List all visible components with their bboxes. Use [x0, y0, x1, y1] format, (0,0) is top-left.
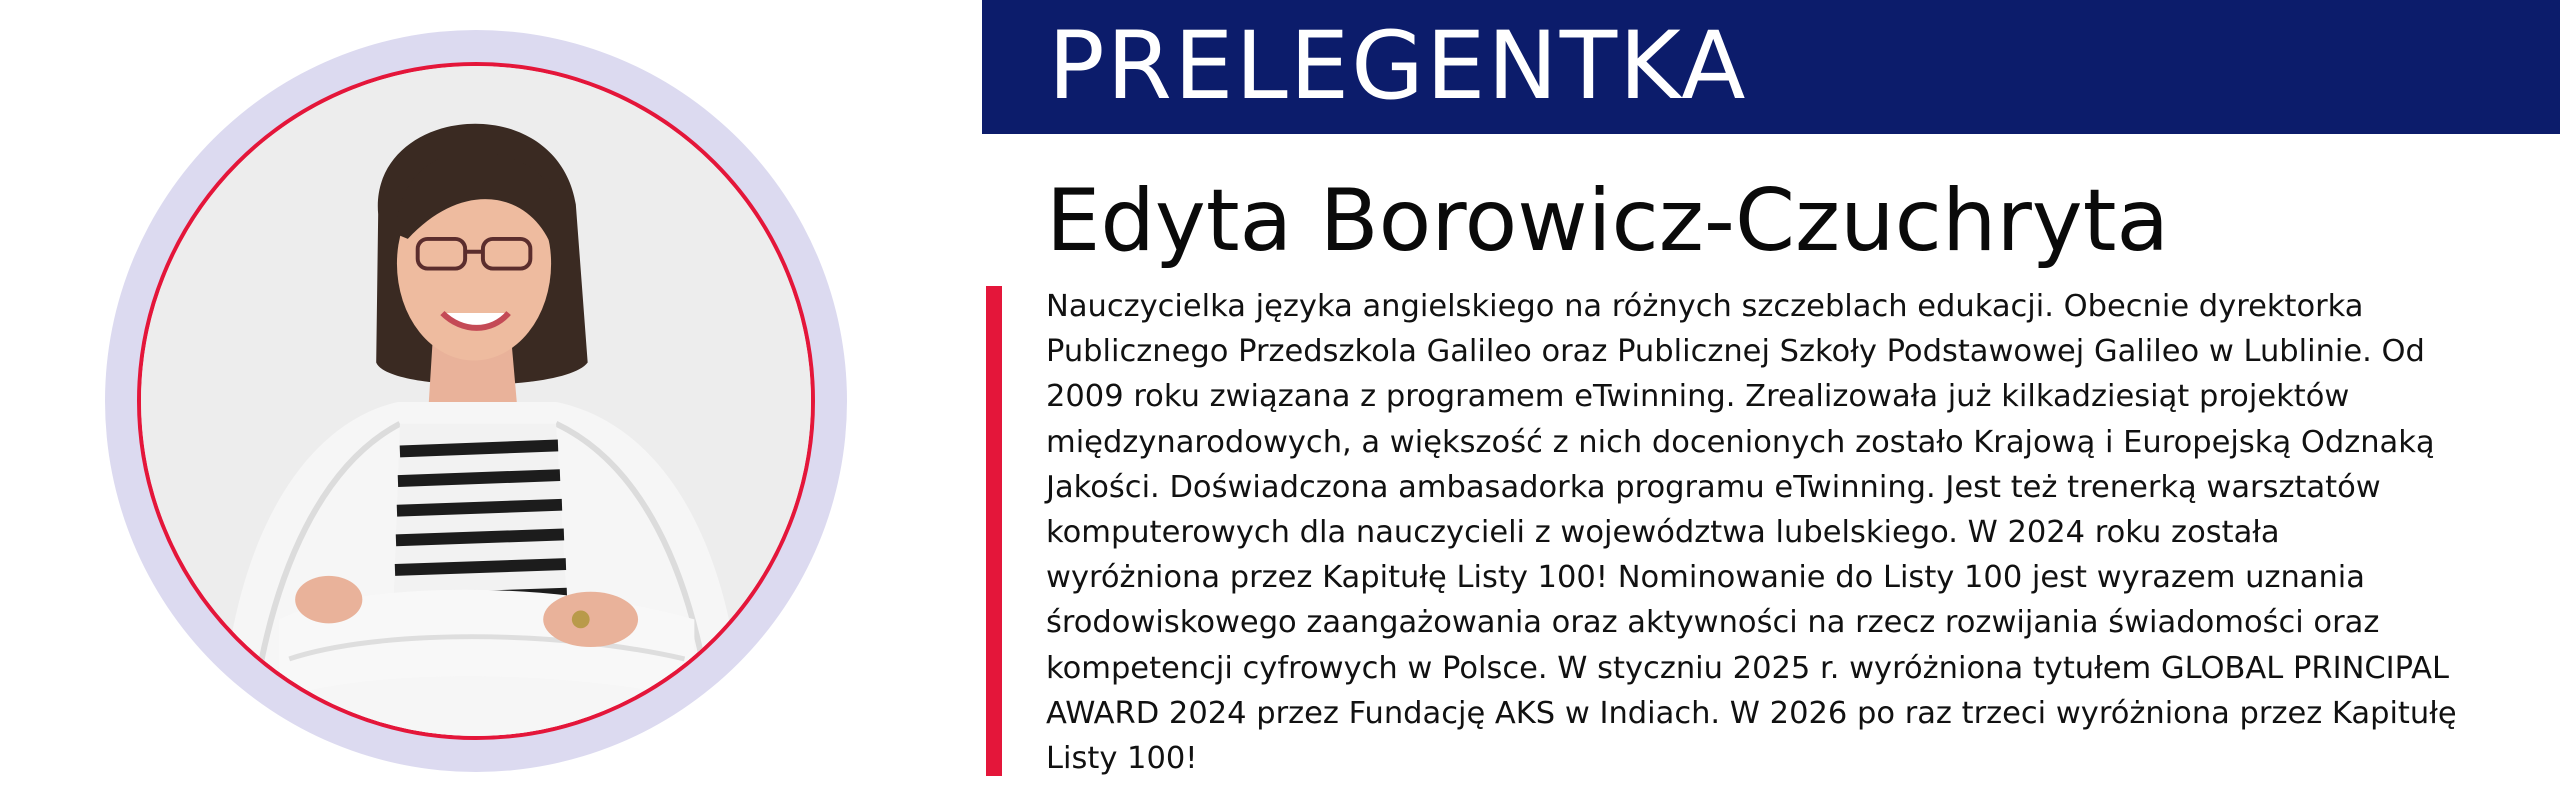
speaker-portrait	[137, 62, 815, 740]
header-band	[982, 0, 2560, 134]
bio-line: AWARD 2024 przez Fundację AKS w Indiach. W 2026 po raz trzeci wyróżniona przez Kapitułę	[1046, 695, 2457, 731]
header-label: PRELEGENTKA	[1048, 12, 1748, 121]
speaker-name: Edyta Borowicz-Czuchryta	[1046, 171, 2170, 271]
bio-line: Jakości. Doświadczona ambasadorka programu eTwinning. Jest też trenerką warsztatów	[1046, 469, 2381, 505]
bio-line: międzynarodowych, a większość z nich docenionych zostało Krajową i Europejską Odznaką	[1046, 424, 2435, 460]
bio-line: Nauczycielka języka angielskiego na różnych szczeblach edukacji. Obecnie dyrektorka	[1046, 289, 2364, 324]
bio-line: kompetencji cyfrowych w Polsce. W styczniu 2025 r. wyróżniona tytułem GLOBAL PRINCIPAL	[1046, 650, 2449, 686]
bio-line: 2009 roku związana z programem eTwinning. Zrealizowała już kilkadziesiąt projektów	[1046, 379, 2350, 415]
bio-line: Publicznego Przedszkola Galileo oraz Publicznej Szkoły Podstawowej Galileo w Lublinie. Od	[1046, 334, 2425, 370]
bio-line: Listy 100!	[1046, 741, 1198, 777]
bio-line: komputerowych dla nauczycieli z województwa lubelskiego. W 2024 roku została	[1046, 515, 2280, 551]
bio-line: środowiskowego zaangażowania oraz aktywności na rzecz rozwijania świadomości oraz	[1046, 605, 2380, 641]
bio-line: wyróżniona przez Kapitułę Listy 100! Nominowanie do Listy 100 jest wyrazem uznania	[1046, 560, 2365, 596]
speaker-bio	[1046, 284, 2546, 781]
accent-bar	[986, 286, 1002, 776]
speaker-photo-illustration	[141, 66, 811, 736]
